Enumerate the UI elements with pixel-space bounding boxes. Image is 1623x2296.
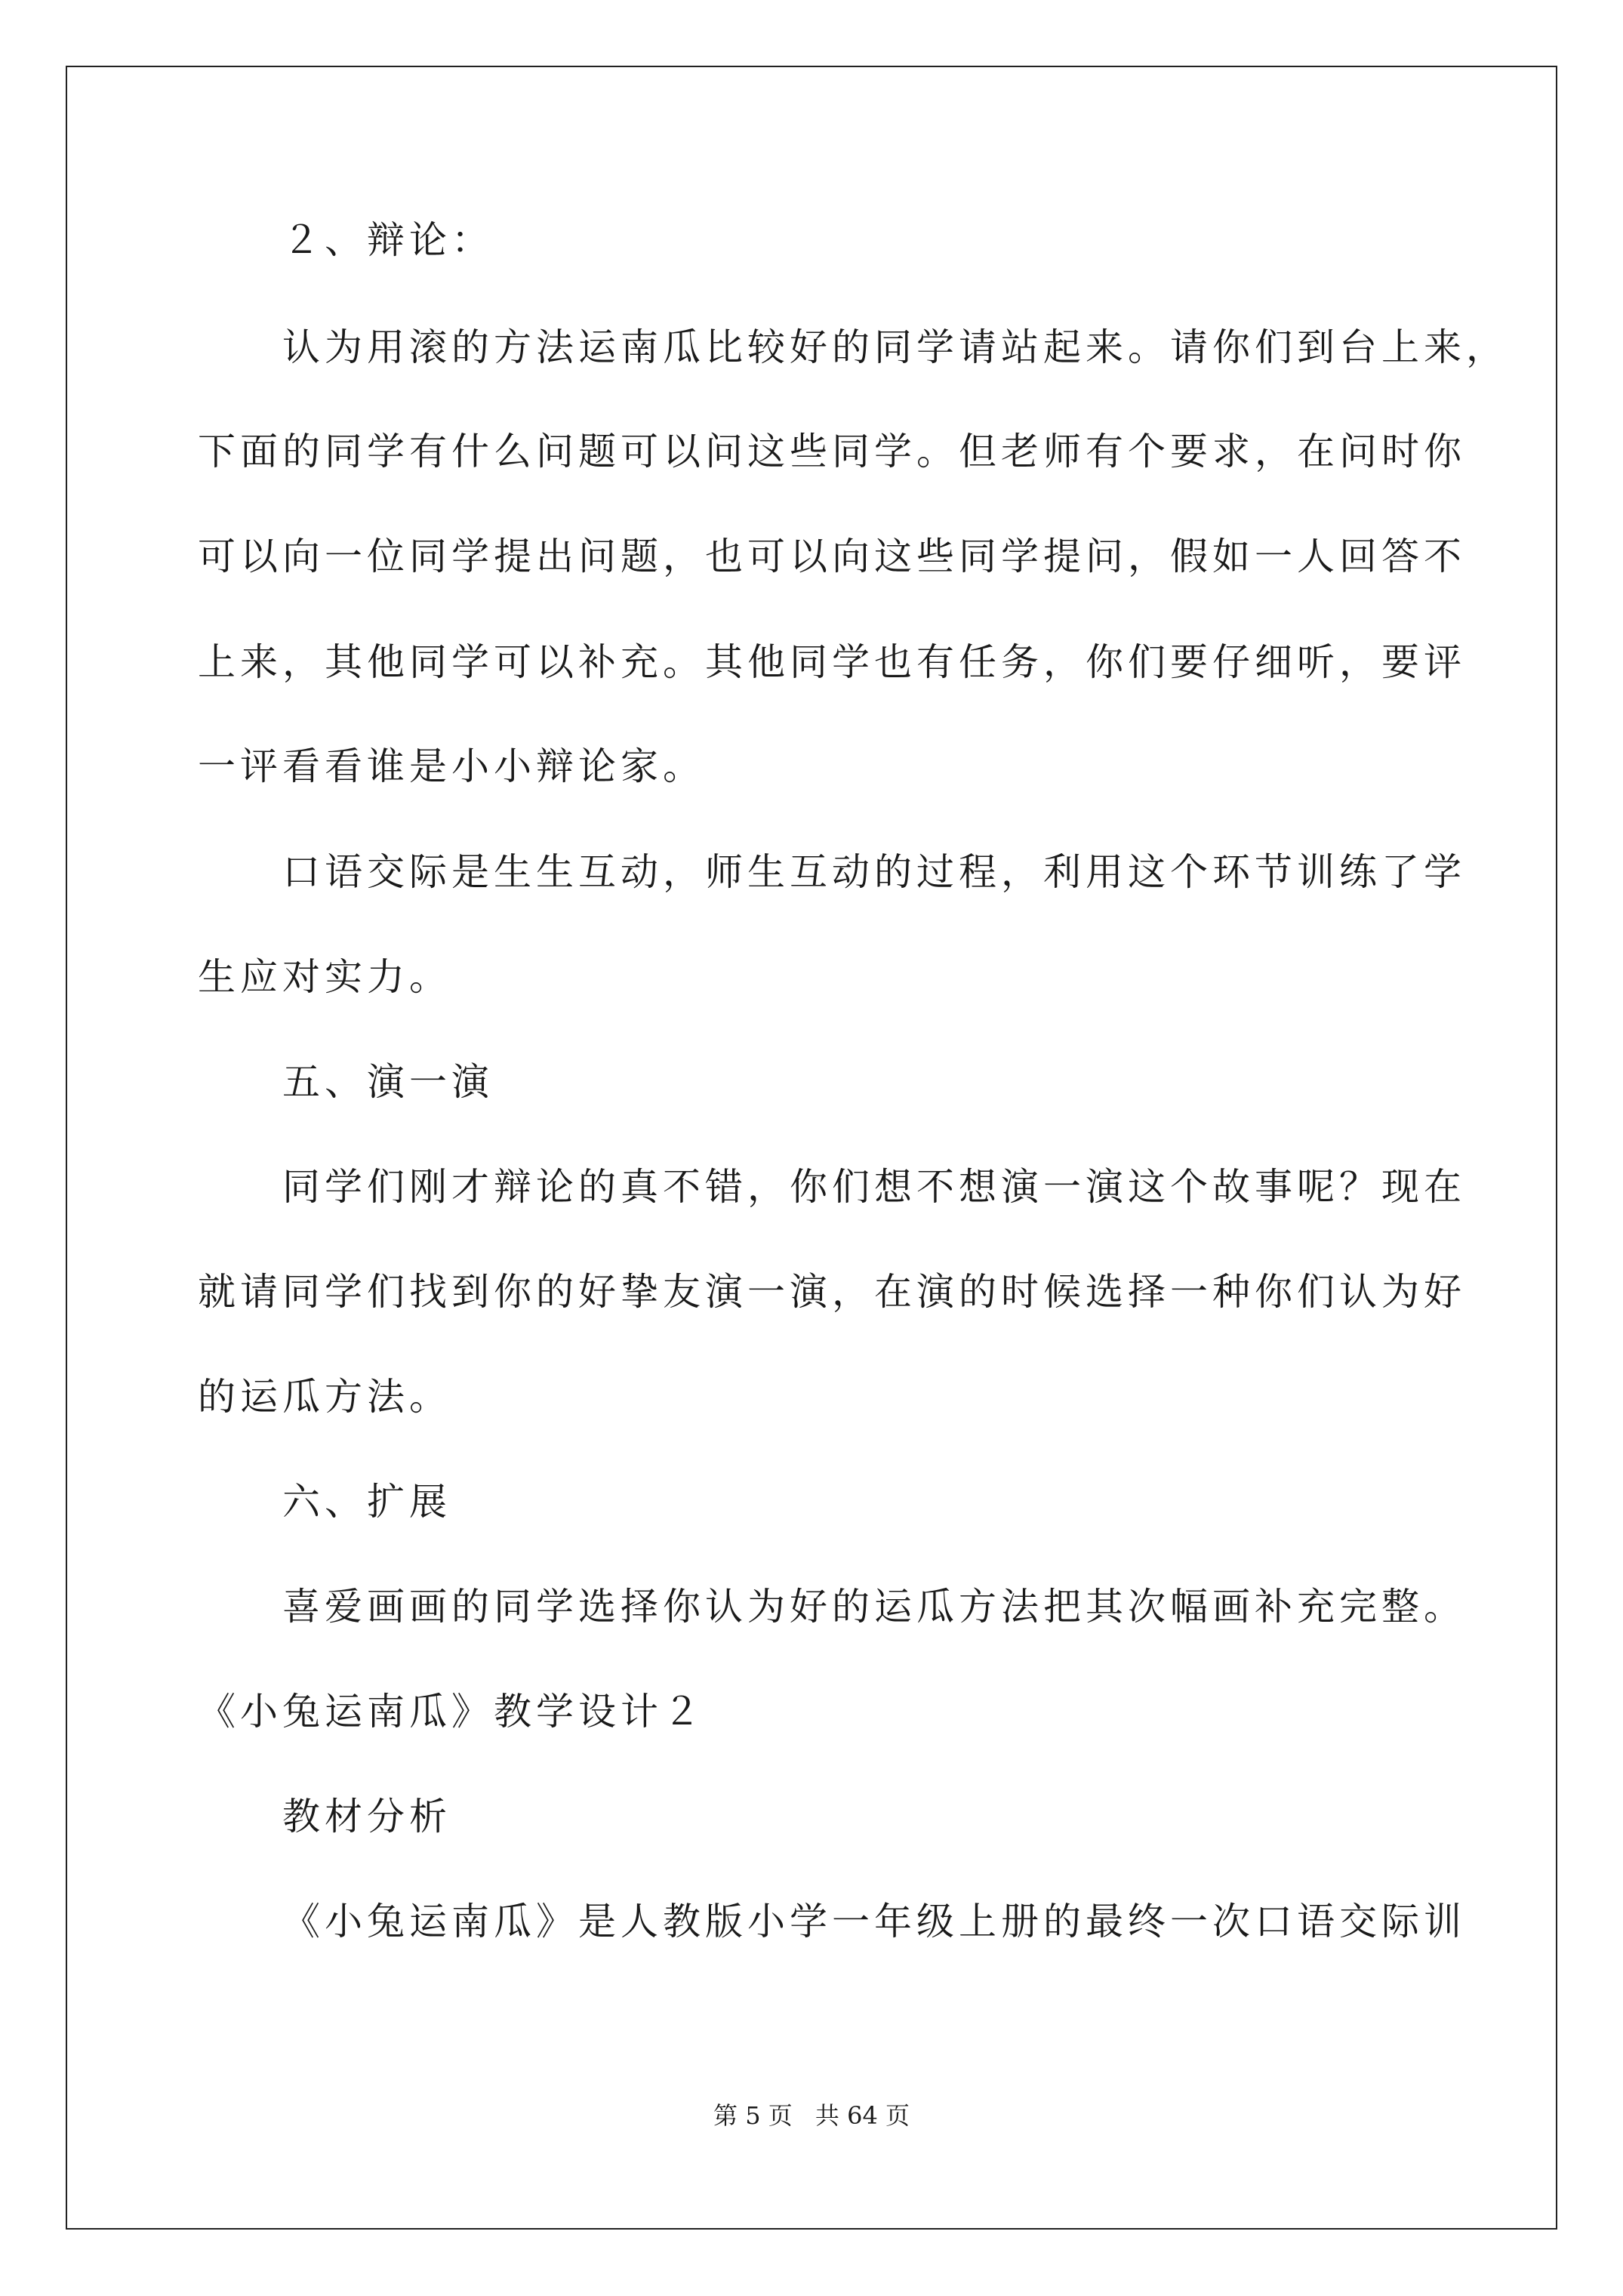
paragraph-line: 上来，其他同学可以补充。其他同学也有任务，你们要仔细听，要评	[198, 640, 1466, 684]
section-heading-extend: 六、扩展	[282, 1480, 451, 1524]
paragraph-line: 的运瓜方法。	[198, 1375, 451, 1419]
page-footer	[0, 2100, 1623, 2131]
section-heading-analysis: 教材分析	[282, 1795, 451, 1838]
section-heading-act: 五、演一演	[282, 1060, 494, 1104]
section-heading-debate: ２、辩论：	[282, 218, 494, 262]
paragraph-line: 可以向一位同学提出问题，也可以向这些同学提问，假如一人回答不	[198, 535, 1466, 578]
paragraph-line: 口语交际是生生互动，师生互动的过程，利用这个环节训练了学	[282, 850, 1466, 894]
paragraph-line: 喜爱画画的同学选择你认为好的运瓜方法把其次幅画补充完整。	[282, 1585, 1466, 1629]
page-total: 共 64 页	[815, 2101, 910, 2130]
paragraph-line: 认为用滚的方法运南瓜比较好的同学请站起来。请你们到台上来，	[282, 325, 1508, 369]
paragraph-line: 就请同学们找到你的好挚友演一演，在演的时候选择一种你们认为好	[198, 1270, 1466, 1314]
paragraph-line: 生应对实力。	[198, 955, 451, 999]
paragraph-line: 一评看看谁是小小辩论家。	[198, 744, 705, 788]
paragraph-line: 《小兔运南瓜》是人教版小学一年级上册的最终一次口语交际训	[282, 1900, 1466, 1943]
paragraph-line: 同学们刚才辩论的真不错，你们想不想演一演这个故事呢？现在	[282, 1165, 1466, 1209]
document-title: 《小兔运南瓜》教学设计２	[198, 1690, 705, 1734]
paragraph-line: 下面的同学有什么问题可以问这些同学。但老师有个要求，在问时你	[198, 430, 1466, 473]
page-number: 第 5 页	[713, 2101, 793, 2130]
